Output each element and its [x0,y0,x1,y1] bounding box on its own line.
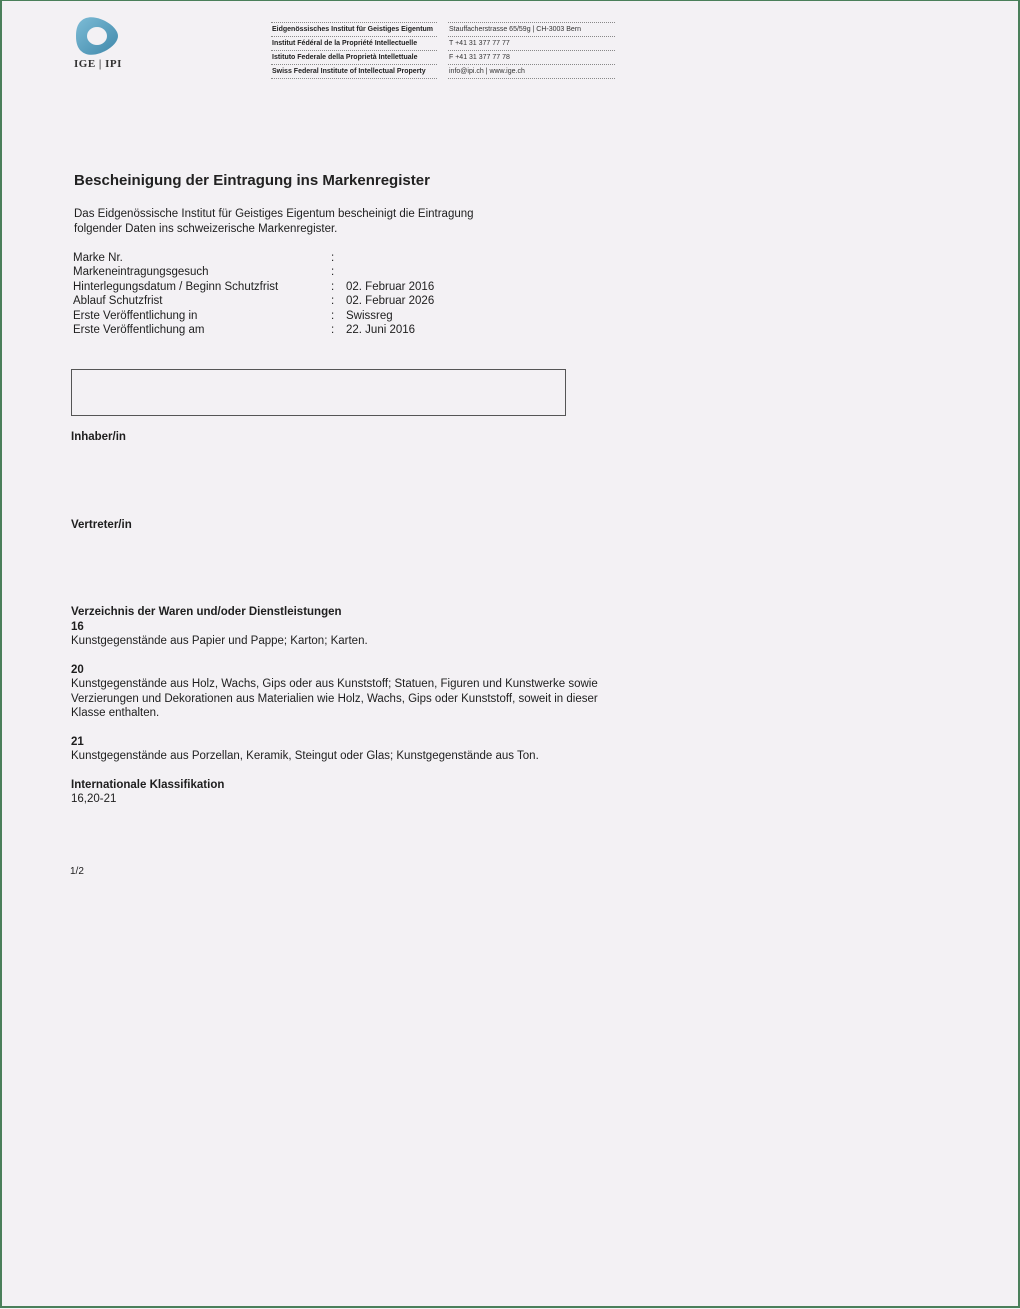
field-row: Markeneintragungsgesuch : [73,266,335,279]
institute-name-it: Istituto Federale della Proprietà Intellettuale [271,50,437,64]
contact-info [448,22,615,79]
classification-value: 16,20-21 [71,793,117,805]
field-value: 22. Juni 2016 [346,323,416,336]
field-value: 02. Februar 2026 [346,295,435,308]
institute-name-de: Eidgenössisches Institut für Geistiges Eigentum [271,22,437,36]
fax: F +41 31 377 77 78 [448,50,615,64]
field-label: Erste Veröffentlichung am [73,323,205,336]
email-web: info@ipi.ch | www.ige.ch [448,64,615,79]
institute-name-en: Swiss Federal Institute of Intellectual Property [271,64,437,79]
class-number: 21 [71,735,84,748]
field-label: Markeneintragungsgesuch [73,266,209,279]
field-row: Erste Veröffentlichung in : Swissreg [73,309,393,322]
registration-fields [73,251,434,337]
class-description: Kunstgegenstände aus Holz, Wachs, Gips oder aus Kunststoff; Statuen, Figuren und Kunstwerke sowie Verzierungen und Dekorationen aus Materialien wie Holz, Wachs, Gips oder Kunststoff, soweit in dieser Klasse enthalten. [71,678,598,719]
institute-name-fr: Institut Fédéral de la Propriété Intellectuelle [271,36,437,50]
field-row: Erste Veröffentlichung am : 22. Juni 2016 [73,323,416,336]
phone: T +41 31 377 77 77 [448,36,615,50]
goods-heading: Verzeichnis der Waren und/oder Dienstleistungen [71,606,342,618]
field-value: 02. Februar 2016 [346,280,435,293]
classification-heading: Internationale Klassifikation [71,778,225,791]
representative-heading: Vertreter/in [71,519,132,531]
goods-services-list [71,605,616,807]
field-label: Ablauf Schutzfrist [73,295,163,308]
class-description: Kunstgegenstände aus Papier und Pappe; Karton; Karten. [71,635,368,647]
ige-logo [72,16,128,70]
page-number: 1/2 [70,866,84,877]
logo-icon [76,16,120,56]
logo-text: IGE | IPI [74,58,122,70]
class-description: Kunstgegenstände aus Porzellan, Keramik, Steingut oder Glas; Kunstgegenstände aus Ton. [71,750,539,762]
field-row: Hinterlegungsdatum / Beginn Schutzfrist : 02. Februar 2016 [73,280,435,293]
address: Stauffacherstrasse 65/59g | CH-3003 Bern [448,22,615,36]
document-title: Bescheinigung der Eintragung ins Markenregister [74,172,430,189]
institute-names [271,22,437,79]
field-label: Erste Veröffentlichung in [73,309,198,322]
class-number: 16 [71,620,84,633]
field-label: Hinterlegungsdatum / Beginn Schutzfrist [73,280,279,293]
field-label: Marke Nr. [73,252,123,264]
intro-text: Das Eidgenössische Institut für Geistiges Eigentum bescheinigt die Eintragung folgender Daten ins schweizerische Markenregister. [74,208,474,235]
trademark-box [71,369,566,416]
holder-heading: Inhaber/in [71,431,126,443]
field-row: Marke Nr. : [73,252,335,264]
class-number: 20 [71,663,84,676]
field-value: Swissreg [346,309,393,322]
field-row: Ablauf Schutzfrist : 02. Februar 2026 [73,295,435,308]
